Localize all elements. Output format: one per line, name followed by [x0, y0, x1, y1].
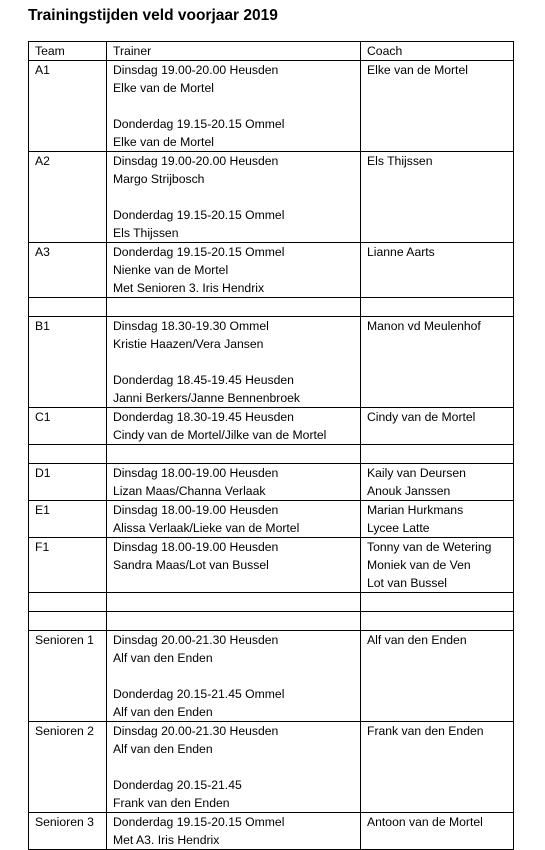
team-cell: E1 — [29, 501, 107, 538]
coach-cell — [361, 464, 514, 501]
coach-cell — [361, 722, 514, 813]
coach-line: Lot van Bussel — [367, 576, 447, 590]
trainer-line: Sandra Maas/Lot van Bussel — [113, 558, 269, 572]
team-cell: D1 — [29, 464, 107, 501]
trainer-line: Donderdag 19.15-20.15 Ommel — [113, 117, 285, 131]
trainer-cell — [107, 464, 361, 501]
coach-cell — [361, 298, 514, 317]
table-row — [29, 317, 514, 408]
document-title: Trainingstijden veld voorjaar 2019 — [28, 7, 278, 24]
table-row — [29, 538, 514, 593]
coach-line: Els Thijssen — [367, 154, 433, 168]
training-schedule-table — [28, 41, 514, 850]
trainer-line: Kristie Haazen/Vera Jansen — [113, 337, 264, 351]
team-cell: F1 — [29, 538, 107, 593]
trainer-line: Dinsdag 18.00-19.00 Heusden — [113, 540, 279, 554]
trainer-line: Alf van den Enden — [113, 651, 213, 665]
trainer-line: Cindy van de Mortel/Jilke van de Mortel — [113, 428, 327, 442]
trainer-cell — [107, 445, 361, 464]
team-cell: B1 — [29, 317, 107, 408]
trainer-cell — [107, 813, 361, 850]
empty-row — [29, 445, 514, 464]
coach-line: Lycee Latte — [367, 521, 430, 535]
trainer-cell — [107, 593, 361, 612]
trainer-line: Alf van den Enden — [113, 705, 213, 719]
trainer-line: Margo Strijbosch — [113, 172, 205, 186]
trainer-line: Donderdag 18.30-19.45 Heusden — [113, 410, 294, 424]
team-cell: Senioren 3 — [29, 813, 107, 850]
team-cell: Senioren 1 — [29, 631, 107, 722]
team-cell — [29, 298, 107, 317]
trainer-cell — [107, 631, 361, 722]
trainer-line: Met A3. Iris Hendrix — [113, 833, 220, 847]
table-row — [29, 813, 514, 850]
table-row — [29, 631, 514, 722]
trainer-cell — [107, 612, 361, 631]
blank-line — [113, 667, 360, 685]
table-body — [29, 61, 514, 850]
trainer-line: Dinsdag 20.00-21.30 Heusden — [113, 633, 279, 647]
coach-cell — [361, 538, 514, 593]
trainer-line: Dinsdag 18.30-19.30 Ommel — [113, 319, 269, 333]
blank-line — [113, 758, 360, 776]
trainer-line: Lizan Maas/Channa Verlaak — [113, 484, 266, 498]
coach-line: Marian Hurkmans — [367, 503, 464, 517]
header-trainer: Trainer — [107, 42, 361, 61]
coach-line: Cindy van de Mortel — [367, 410, 476, 424]
coach-line: Antoon van de Mortel — [367, 815, 483, 829]
coach-line: Moniek van de Ven — [367, 558, 471, 572]
team-cell: Senioren 2 — [29, 722, 107, 813]
trainer-cell — [107, 538, 361, 593]
trainer-line: Alf van den Enden — [113, 742, 213, 756]
coach-line: Anouk Janssen — [367, 484, 451, 498]
trainer-cell — [107, 298, 361, 317]
trainer-line: Alissa Verlaak/Lieke van de Mortel — [113, 521, 300, 535]
table-row — [29, 61, 514, 152]
trainer-line: Nienke van de Mortel — [113, 263, 229, 277]
blank-line — [113, 97, 360, 115]
trainer-line: Elke van de Mortel — [113, 81, 214, 95]
trainer-line: Dinsdag 20.00-21.30 Heusden — [113, 724, 279, 738]
team-cell: A2 — [29, 152, 107, 243]
table-header-row — [29, 42, 514, 61]
coach-line: Elke van de Mortel — [367, 63, 468, 77]
trainer-cell — [107, 317, 361, 408]
trainer-line: Donderdag 18.45-19.45 Heusden — [113, 373, 294, 387]
coach-cell — [361, 152, 514, 243]
coach-line: Manon vd Meulenhof — [367, 319, 481, 333]
trainer-line: Elke van de Mortel — [113, 135, 214, 149]
trainer-line: Els Thijssen — [113, 226, 179, 240]
trainer-cell — [107, 408, 361, 445]
coach-cell — [361, 612, 514, 631]
trainer-line: Donderdag 19.15-20.15 Ommel — [113, 245, 285, 259]
table-row — [29, 501, 514, 538]
coach-line: Alf van den Enden — [367, 633, 467, 647]
trainer-line: Janni Berkers/Janne Bennenbroek — [113, 391, 300, 405]
team-cell — [29, 445, 107, 464]
coach-cell — [361, 317, 514, 408]
coach-cell — [361, 813, 514, 850]
blank-line — [113, 188, 360, 206]
empty-row — [29, 612, 514, 631]
coach-line: Frank van den Enden — [367, 724, 484, 738]
trainer-line: Met Senioren 3. Iris Hendrix — [113, 281, 265, 295]
trainer-line: Dinsdag 19.00-20.00 Heusden — [113, 154, 279, 168]
trainer-line: Donderdag 19.15-20.15 Ommel — [113, 815, 285, 829]
trainer-cell — [107, 152, 361, 243]
team-cell: C1 — [29, 408, 107, 445]
table-row — [29, 722, 514, 813]
coach-cell — [361, 501, 514, 538]
trainer-line: Dinsdag 19.00-20.00 Heusden — [113, 63, 279, 77]
trainer-cell — [107, 243, 361, 298]
coach-line: Tonny van de Wetering — [367, 540, 492, 554]
table-row — [29, 152, 514, 243]
trainer-cell — [107, 501, 361, 538]
trainer-cell — [107, 722, 361, 813]
coach-cell — [361, 408, 514, 445]
header-coach: Coach — [361, 42, 514, 61]
header-team: Team — [29, 42, 107, 61]
table-row — [29, 243, 514, 298]
empty-row — [29, 593, 514, 612]
trainer-line: Donderdag 20.15-21.45 — [113, 778, 242, 792]
trainer-line: Dinsdag 18.00-19.00 Heusden — [113, 503, 279, 517]
coach-line: Kaily van Deursen — [367, 466, 466, 480]
table-row — [29, 408, 514, 445]
trainer-cell — [107, 61, 361, 152]
empty-row — [29, 298, 514, 317]
team-cell — [29, 593, 107, 612]
blank-line — [113, 353, 360, 371]
trainer-line: Donderdag 20.15-21.45 Ommel — [113, 687, 285, 701]
coach-cell — [361, 593, 514, 612]
coach-cell — [361, 445, 514, 464]
coach-cell — [361, 61, 514, 152]
coach-cell — [361, 243, 514, 298]
coach-cell — [361, 631, 514, 722]
team-cell: A1 — [29, 61, 107, 152]
coach-line: Lianne Aarts — [367, 245, 435, 259]
team-cell — [29, 612, 107, 631]
team-cell: A3 — [29, 243, 107, 298]
trainer-line: Dinsdag 18.00-19.00 Heusden — [113, 466, 279, 480]
trainer-line: Donderdag 19.15-20.15 Ommel — [113, 208, 285, 222]
trainer-line: Frank van den Enden — [113, 796, 230, 810]
table-row — [29, 464, 514, 501]
